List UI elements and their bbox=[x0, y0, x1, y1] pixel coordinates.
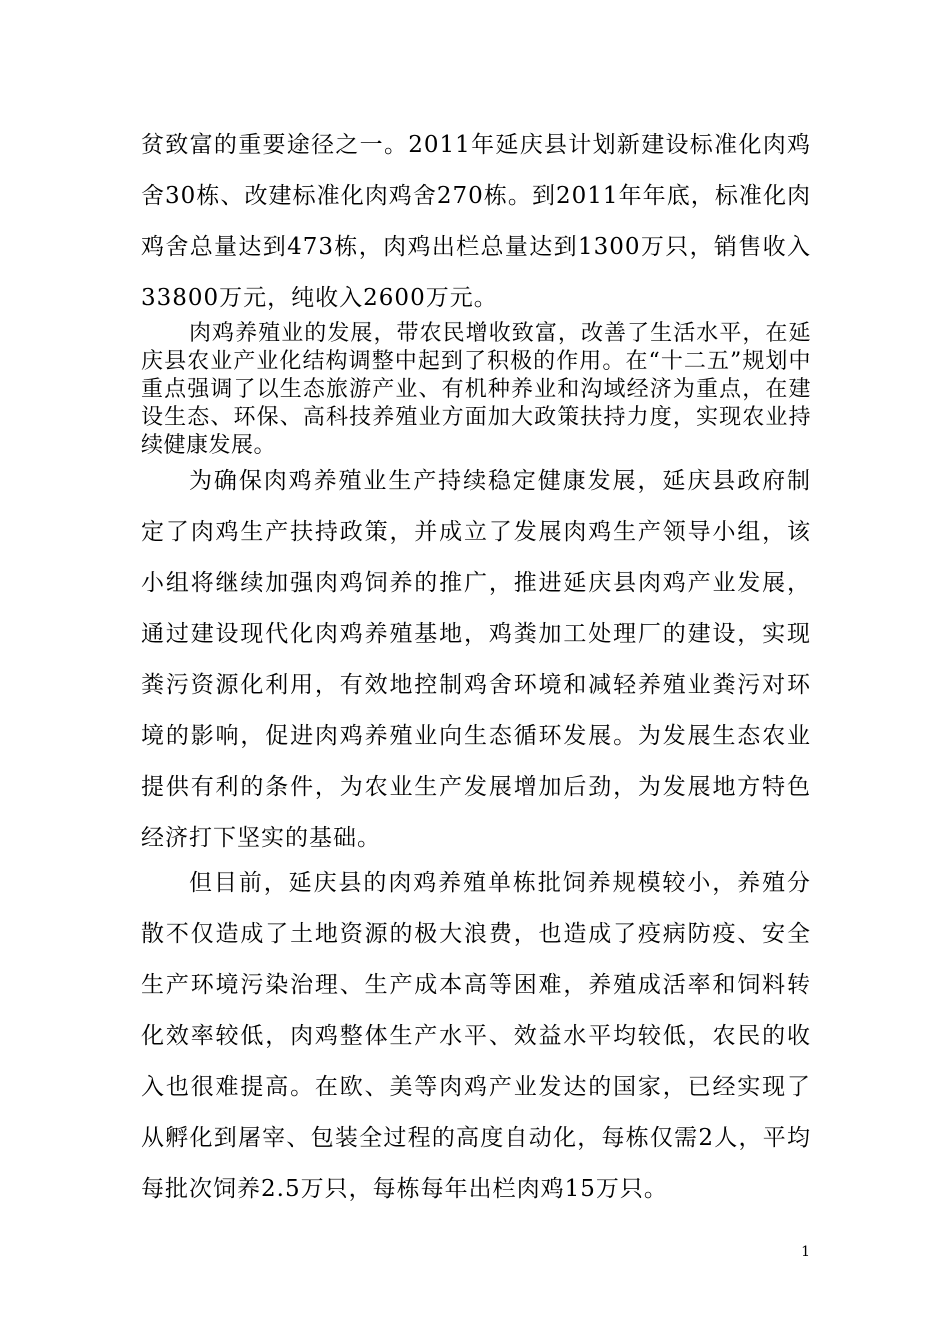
paragraph-policy: 为确保肉鸡养殖业生产持续稳定健康发展，延庆县政府制定了肉鸡生产扶持政策，并成立了发展肉鸡生产领导小组，该小组将继续加强肉鸡饲养的推广，推进延庆县肉鸡产业发展，通过建设现代化肉鸡养殖基地，鸡粪加工处理厂的建设，实现粪污资源化利用，有效地控制鸡舍环境和减轻养殖业粪污对环境的影响，促进肉鸡养殖业向生态循环发展。为发展生态农业提供有利的条件，为农业生产发展增加后劲，为发展地方特色经济打下坚实的基础。 bbox=[141, 468, 811, 851]
paragraph-current-situation: 但目前，延庆县的肉鸡养殖单栋批饲养规模较小，养殖分散不仅造成了土地资源的极大浪费，也造成了疫病防疫、安全生产环境污染治理、生产成本高等困难，养殖成活率和饲料转化效率较低，肉鸡整体生产水平、效益水平均较低，农民的收入也很难提高。在欧、美等肉鸡产业发达的国家，已经实现了从孵化到屠宰、包装全过程的高度自动化，每栋仅需2人，平均每批次饲养2.5万只，每栋每年出栏肉鸡15万只。 bbox=[141, 870, 811, 1202]
page-number: 1 bbox=[801, 1244, 810, 1260]
paragraph-development: 肉鸡养殖业的发展，带农民增收致富，改善了生活水平，在延庆县农业产业化结构调整中起到了积极的作用。在“十二五”规划中重点强调了以生态旅游产业、有机种养业和沟域经济为重点，在建设生态、环保、高科技养殖业方面加大政策扶持力度，实现农业持续健康发展。 bbox=[141, 321, 811, 458]
paragraph-continuation: 贫致富的重要途径之一。2011年延庆县计划新建设标准化肉鸡舍30栋、改建标准化肉鸡舍270栋。到2011年年底，标准化肉鸡舍总量达到473栋，肉鸡出栏总量达到1300万只，销售收入33800万元，纯收入2600万元。 bbox=[141, 132, 811, 311]
